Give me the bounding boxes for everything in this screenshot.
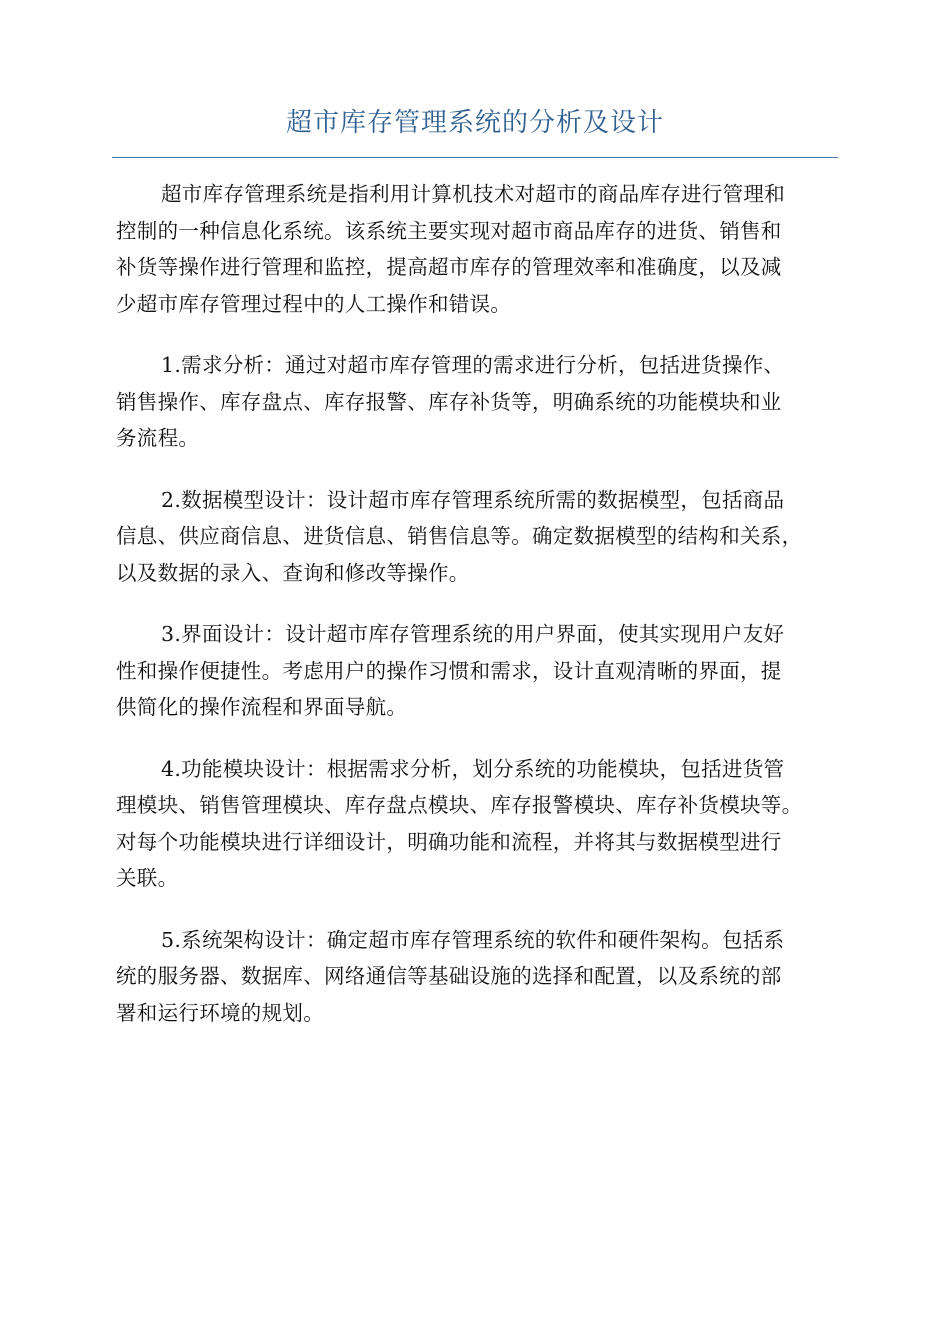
paragraph-line: 供简化的操作流程和界面导航。 — [116, 695, 408, 719]
paragraph-line: 以及数据的录入、查询和修改等操作。 — [116, 560, 470, 585]
paragraph-line: 4.功能模块设计：根据需求分析，划分系统的功能模块，包括进货管 — [161, 756, 785, 781]
paragraph-line: 务流程。 — [116, 426, 200, 450]
title-divider — [112, 157, 838, 158]
paragraph-line: 关联。 — [116, 866, 179, 890]
paragraph-line: 超市库存管理系统是指利用计算机技术对超市的商品库存进行管理和 — [161, 182, 785, 206]
paragraph-line: 署和运行环境的规划。 — [116, 1000, 324, 1025]
paragraph-line: 统的服务器、数据库、网络通信等基础设施的选择和配置，以及系统的部 — [116, 964, 782, 988]
paragraph-data-model-design — [116, 482, 851, 592]
document-body — [116, 176, 851, 1056]
paragraph-intro — [116, 176, 851, 322]
paragraph-line: 5.系统架构设计：确定超市库存管理系统的软件和硬件架构。包括系 — [161, 927, 785, 952]
paragraph-line: 销售操作、库存盘点、库存报警、库存补货等，明确系统的功能模块和业 — [116, 389, 782, 414]
paragraph-module-design — [116, 751, 851, 897]
paragraph-line: 对每个功能模块进行详细设计，明确功能和流程，并将其与数据模型进行 — [116, 829, 782, 854]
paragraph-line: 理模块、销售管理模块、库存盘点模块、库存报警模块、库存补货模块等。 — [116, 793, 803, 817]
document-title: 超市库存管理系统的分析及设计 — [285, 108, 664, 138]
paragraph-line: 控制的一种信息化系统。该系统主要实现对超市商品库存的进货、销售和 — [116, 218, 782, 243]
paragraph-line: 3.界面设计：设计超市库存管理系统的用户界面，使其实现用户友好 — [161, 622, 785, 646]
paragraph-requirements-analysis — [116, 347, 851, 457]
paragraph-architecture-design — [116, 922, 851, 1032]
paragraph-line: 信息、供应商信息、进货信息、销售信息等。确定数据模型的结构和关系， — [116, 524, 803, 548]
paragraph-line: 1.需求分析：通过对超市库存管理的需求进行分析，包括进货操作、 — [161, 353, 785, 377]
paragraph-line: 补货等操作进行管理和监控，提高超市库存的管理效率和准确度，以及减 — [116, 255, 782, 279]
paragraph-line: 少超市库存管理过程中的人工操作和错误。 — [116, 291, 512, 316]
paragraph-interface-design — [116, 616, 851, 726]
paragraph-line: 性和操作便捷性。考虑用户的操作习惯和需求，设计直观清晰的界面，提 — [116, 658, 782, 683]
paragraph-line: 2.数据模型设计：设计超市库存管理系统所需的数据模型，包括商品 — [161, 487, 785, 512]
